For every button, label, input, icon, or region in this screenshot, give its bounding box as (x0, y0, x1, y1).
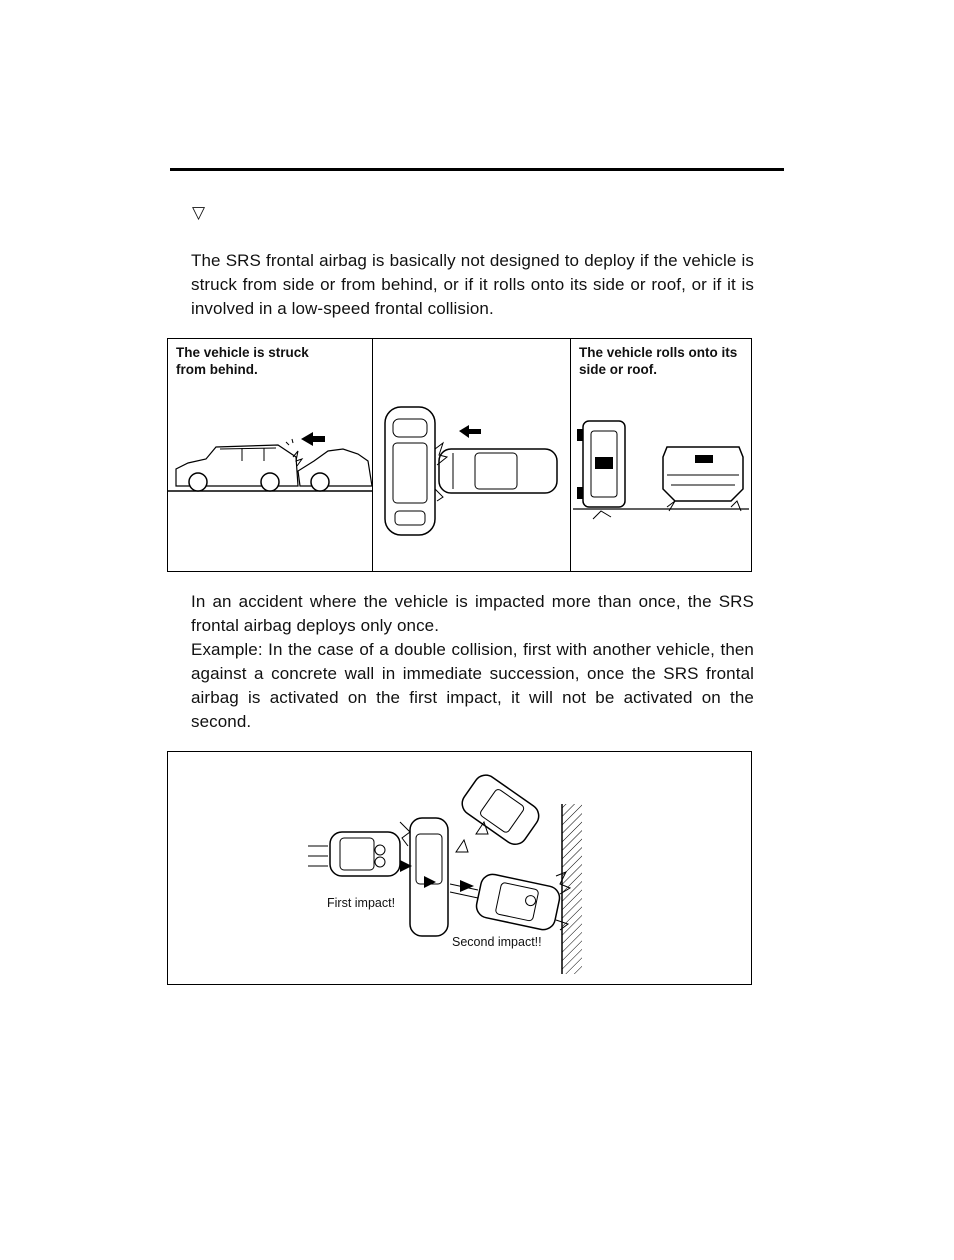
paragraph-double-collision: In an accident where the vehicle is impacted more than once, the SRS frontal airbag deploys only once. Example: In the case of a double collision, first with another vehicle, then against a concrete wall in immediate succession, once the SRS frontal airbag is activated on the first impact, it will not be activated on the second. (191, 592, 754, 731)
paragraph-not-designed: The SRS frontal airbag is basically not designed to deploy if the vehicle is struck from side or from behind, or if it rolls onto its side or roof, or if it is involved in a low-speed frontal collision. (191, 251, 754, 318)
first-impact-label: First impact! (327, 896, 396, 910)
figure-double-collision (167, 751, 752, 985)
panel1-caption: The vehicle is struck from behind. (176, 345, 309, 377)
bullet-triangle-icon: ▽ (192, 203, 206, 223)
panel-rollover (571, 339, 751, 571)
panel-side-impact (373, 339, 571, 571)
rear-collision-illustration (168, 339, 372, 571)
double-collision-illustration (168, 752, 751, 984)
side-collision-illustration (373, 339, 570, 571)
second-impact-label: Second impact!! (452, 935, 542, 949)
panel-struck-from-behind (168, 339, 373, 571)
header-rule (170, 168, 784, 171)
rollover-illustration (571, 339, 751, 571)
panel3-caption: The vehicle rolls onto its side or roof. (579, 345, 738, 377)
figure-non-deploy-scenarios (167, 338, 752, 572)
